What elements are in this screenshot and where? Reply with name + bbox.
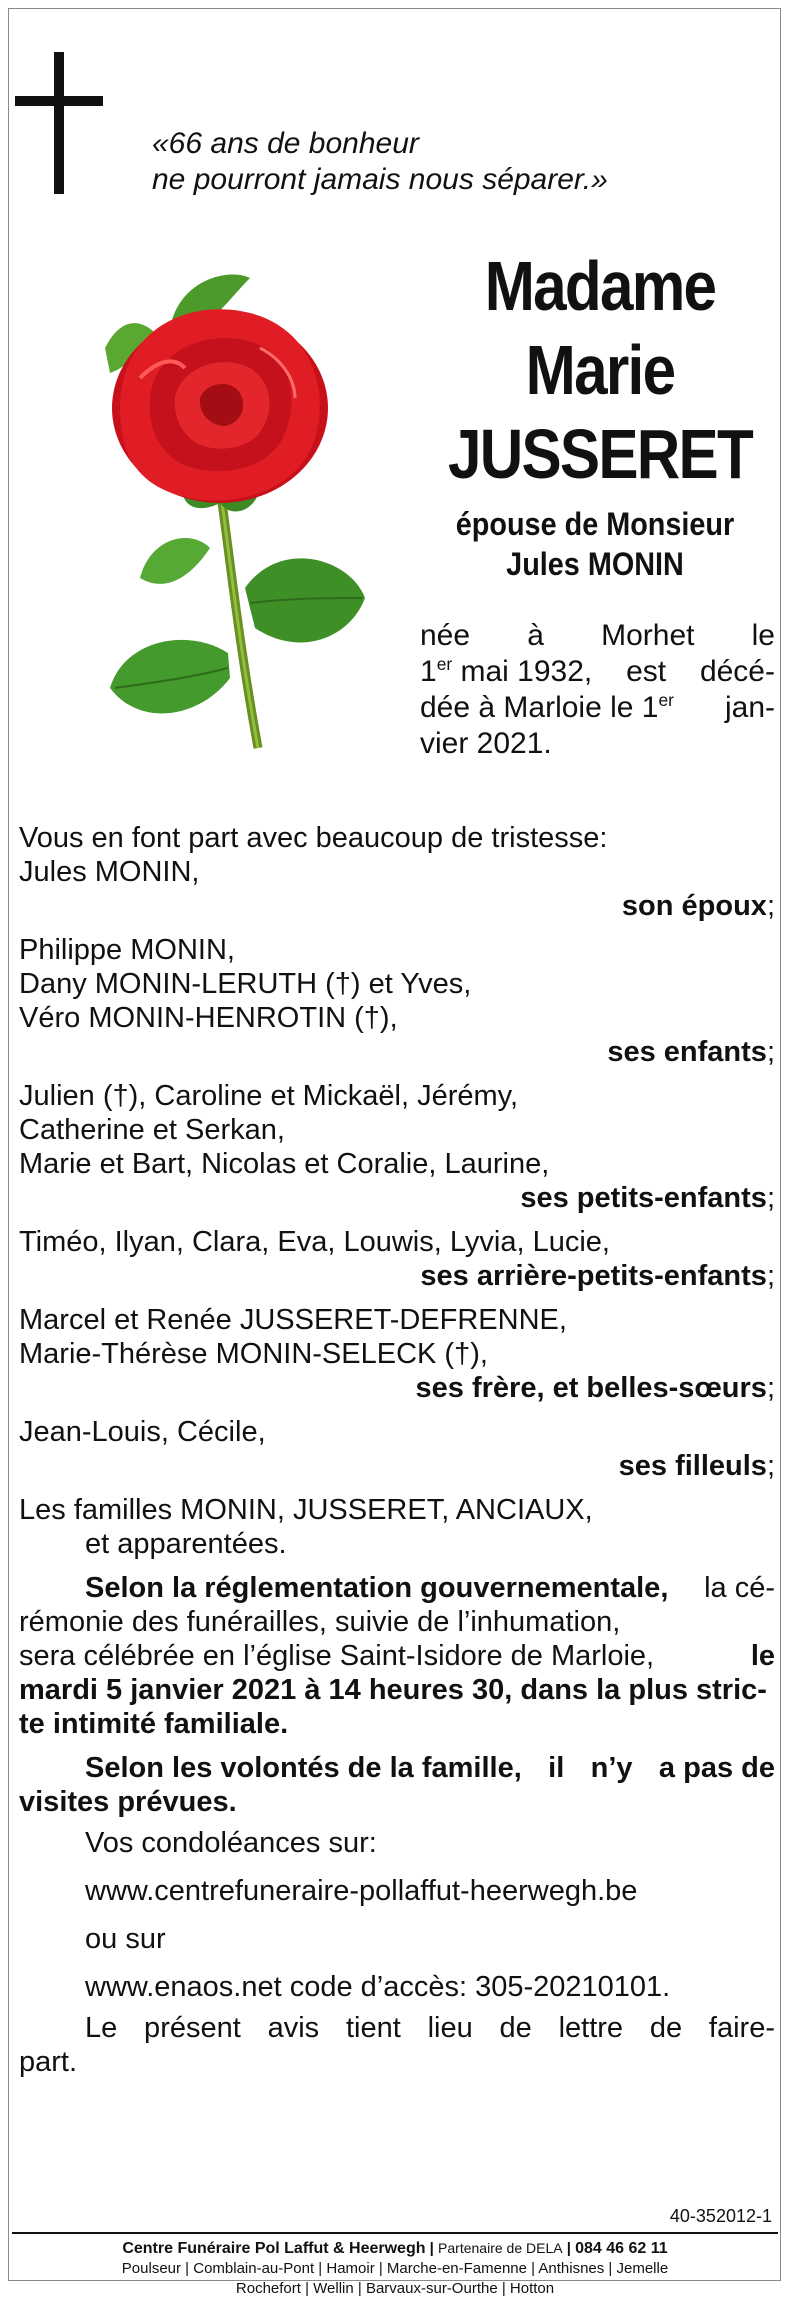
birth-word: est xyxy=(626,655,667,688)
notice-body xyxy=(19,821,775,2079)
footer-locations: Rochefort | Wellin | Barvaux-sur-Ourthe | Hotton xyxy=(235,2280,555,2297)
wishes-line xyxy=(19,1751,775,1785)
wishes-line xyxy=(19,1785,775,1819)
families-line: Les familles MONIN, JUSSERET, ANCIAUX, xyxy=(19,1494,593,1526)
ceremony-line: rémonie des funérailles, suivie de l’inhumation, xyxy=(19,1606,621,1638)
ceremony-line xyxy=(19,1673,775,1707)
birth-death-info xyxy=(420,618,775,762)
birth-word: vier 2021. xyxy=(420,727,552,760)
family-member: Marcel et Renée JUSSERET-DEFRENNE, xyxy=(19,1304,567,1336)
role-punct: ; xyxy=(766,1372,775,1404)
footer-separator: | xyxy=(566,2240,571,2257)
spouse-info xyxy=(433,504,757,584)
role-punct: ; xyxy=(766,1450,775,1482)
ceremony-line xyxy=(19,1639,775,1673)
role-punct: ; xyxy=(766,890,775,922)
family-role xyxy=(19,1035,775,1069)
condolences-url[interactable]: www.enaos.net code d’accès: 305-20210101. xyxy=(85,1971,671,2003)
birth-word: décé- xyxy=(699,655,775,688)
role-label: ses frère, et belles-sœurs xyxy=(415,1372,767,1404)
role-label: ses arrière-petits-enfants xyxy=(420,1260,767,1292)
family-member: Marie et Bart, Nicolas et Coralie, Laurine, xyxy=(19,1148,550,1180)
family-member: Julien (†), Caroline et Mickaël, Jérémy, xyxy=(19,1080,519,1112)
intro-line: Vous en font part avec beaucoup de tristesse: xyxy=(19,822,608,854)
quote-line: «66 ans de bonheur xyxy=(152,127,419,160)
cross-icon xyxy=(15,52,103,194)
ceremony-text: la cé- xyxy=(704,1572,775,1604)
role-punct: ; xyxy=(766,1036,775,1068)
family-member: Marie-Thérèse MONIN-SELECK (†), xyxy=(19,1338,488,1370)
role-label: ses petits-enfants xyxy=(520,1182,767,1214)
family-member: Jean-Louis, Cécile, xyxy=(19,1416,266,1448)
families-line: et apparentées. xyxy=(85,1528,287,1560)
family-role xyxy=(19,1259,775,1293)
ordinal-suffix: er xyxy=(436,654,453,675)
birth-word: jan- xyxy=(724,691,775,724)
condolences-url[interactable]: www.centrefuneraire-pollaffut-heerwegh.be xyxy=(85,1875,638,1907)
footer-separator: | xyxy=(429,2240,434,2257)
family-role xyxy=(19,1181,775,1215)
ceremony-bold: mardi 5 janvier 2021 à 14 heures 30, dans la plus stric- xyxy=(19,1674,767,1706)
role-punct: ; xyxy=(766,1260,775,1292)
quote xyxy=(152,126,712,198)
footer xyxy=(12,2238,778,2299)
family-member: Véro MONIN-HENROTIN (†), xyxy=(19,1002,398,1034)
family-role xyxy=(19,889,775,923)
ceremony-line xyxy=(19,1707,775,1741)
birth-word: Morhet xyxy=(601,619,695,652)
family-role xyxy=(19,1449,775,1483)
role-punct: ; xyxy=(766,1182,775,1214)
deceased-name xyxy=(445,244,755,496)
wishes-bold: n’y xyxy=(590,1752,633,1784)
family-member: Philippe MONIN, xyxy=(19,934,235,966)
notice-line: part. xyxy=(19,2046,78,2078)
ordinal-suffix: er xyxy=(658,690,674,711)
wishes-bold: a pas de xyxy=(658,1752,775,1784)
birth-word: mai 1932, xyxy=(460,655,593,688)
condolences-label: Vos condoléances sur: xyxy=(85,1827,377,1859)
wishes-bold: il xyxy=(548,1752,565,1784)
birth-word: le xyxy=(751,619,775,652)
ceremony-bold: Selon la réglementation gouvernementale, xyxy=(85,1572,669,1604)
ceremony-text: sera célébrée en l’église Saint-Isidore de Marloie, xyxy=(19,1640,655,1672)
role-label: ses enfants xyxy=(607,1036,767,1068)
quote-line: ne pourront jamais nous séparer.» xyxy=(152,163,608,196)
birth-word: 1 xyxy=(420,655,437,688)
reference-code: 40-352012-1 xyxy=(669,2206,772,2226)
footer-org: Centre Funéraire Pol Laffut & Heerwegh xyxy=(122,2240,426,2257)
birth-word: née xyxy=(420,619,471,652)
notice-line: Le présent avis tient lieu de lettre de faire- xyxy=(85,2012,775,2044)
wishes-bold: visites prévues. xyxy=(19,1786,237,1818)
family-member: Dany MONIN-LERUTH (†) et Yves, xyxy=(19,968,472,1000)
family-member: Jules MONIN, xyxy=(19,856,200,888)
footer-phone: 084 46 62 11 xyxy=(575,2240,668,2257)
footer-partner: Partenaire de DELA xyxy=(438,2240,563,2256)
wishes-bold: Selon les volontés de la famille, xyxy=(85,1752,522,1784)
birth-word: dée à Marloie le 1 xyxy=(420,691,659,724)
rose-image xyxy=(80,258,370,758)
spouse-line: épouse de Monsieur xyxy=(455,506,735,542)
birth-word: à xyxy=(527,619,544,652)
deceased-last-name: JUSSERET xyxy=(447,415,753,493)
ceremony-bold: le xyxy=(750,1640,775,1672)
family-member: Catherine et Serkan, xyxy=(19,1114,285,1146)
footer-divider xyxy=(12,2232,778,2234)
deceased-title: Madame xyxy=(484,247,716,325)
role-label: son époux xyxy=(621,890,767,922)
deceased-first-name: Marie xyxy=(525,331,675,409)
role-label: ses filleuls xyxy=(618,1450,767,1482)
family-member: Timéo, Ilyan, Clara, Eva, Louwis, Lyvia, Lucie, xyxy=(19,1226,610,1258)
spouse-line: Jules MONIN xyxy=(506,546,684,582)
ceremony-line xyxy=(19,1571,775,1605)
family-role xyxy=(19,1371,775,1405)
footer-locations: Poulseur | Comblain-au-Pont | Hamoir | Marche-en-Famenne | Anthisnes | Jemelle xyxy=(121,2260,669,2277)
condolences-or: ou sur xyxy=(85,1923,166,1955)
ceremony-bold: te intimité familiale. xyxy=(19,1708,289,1740)
